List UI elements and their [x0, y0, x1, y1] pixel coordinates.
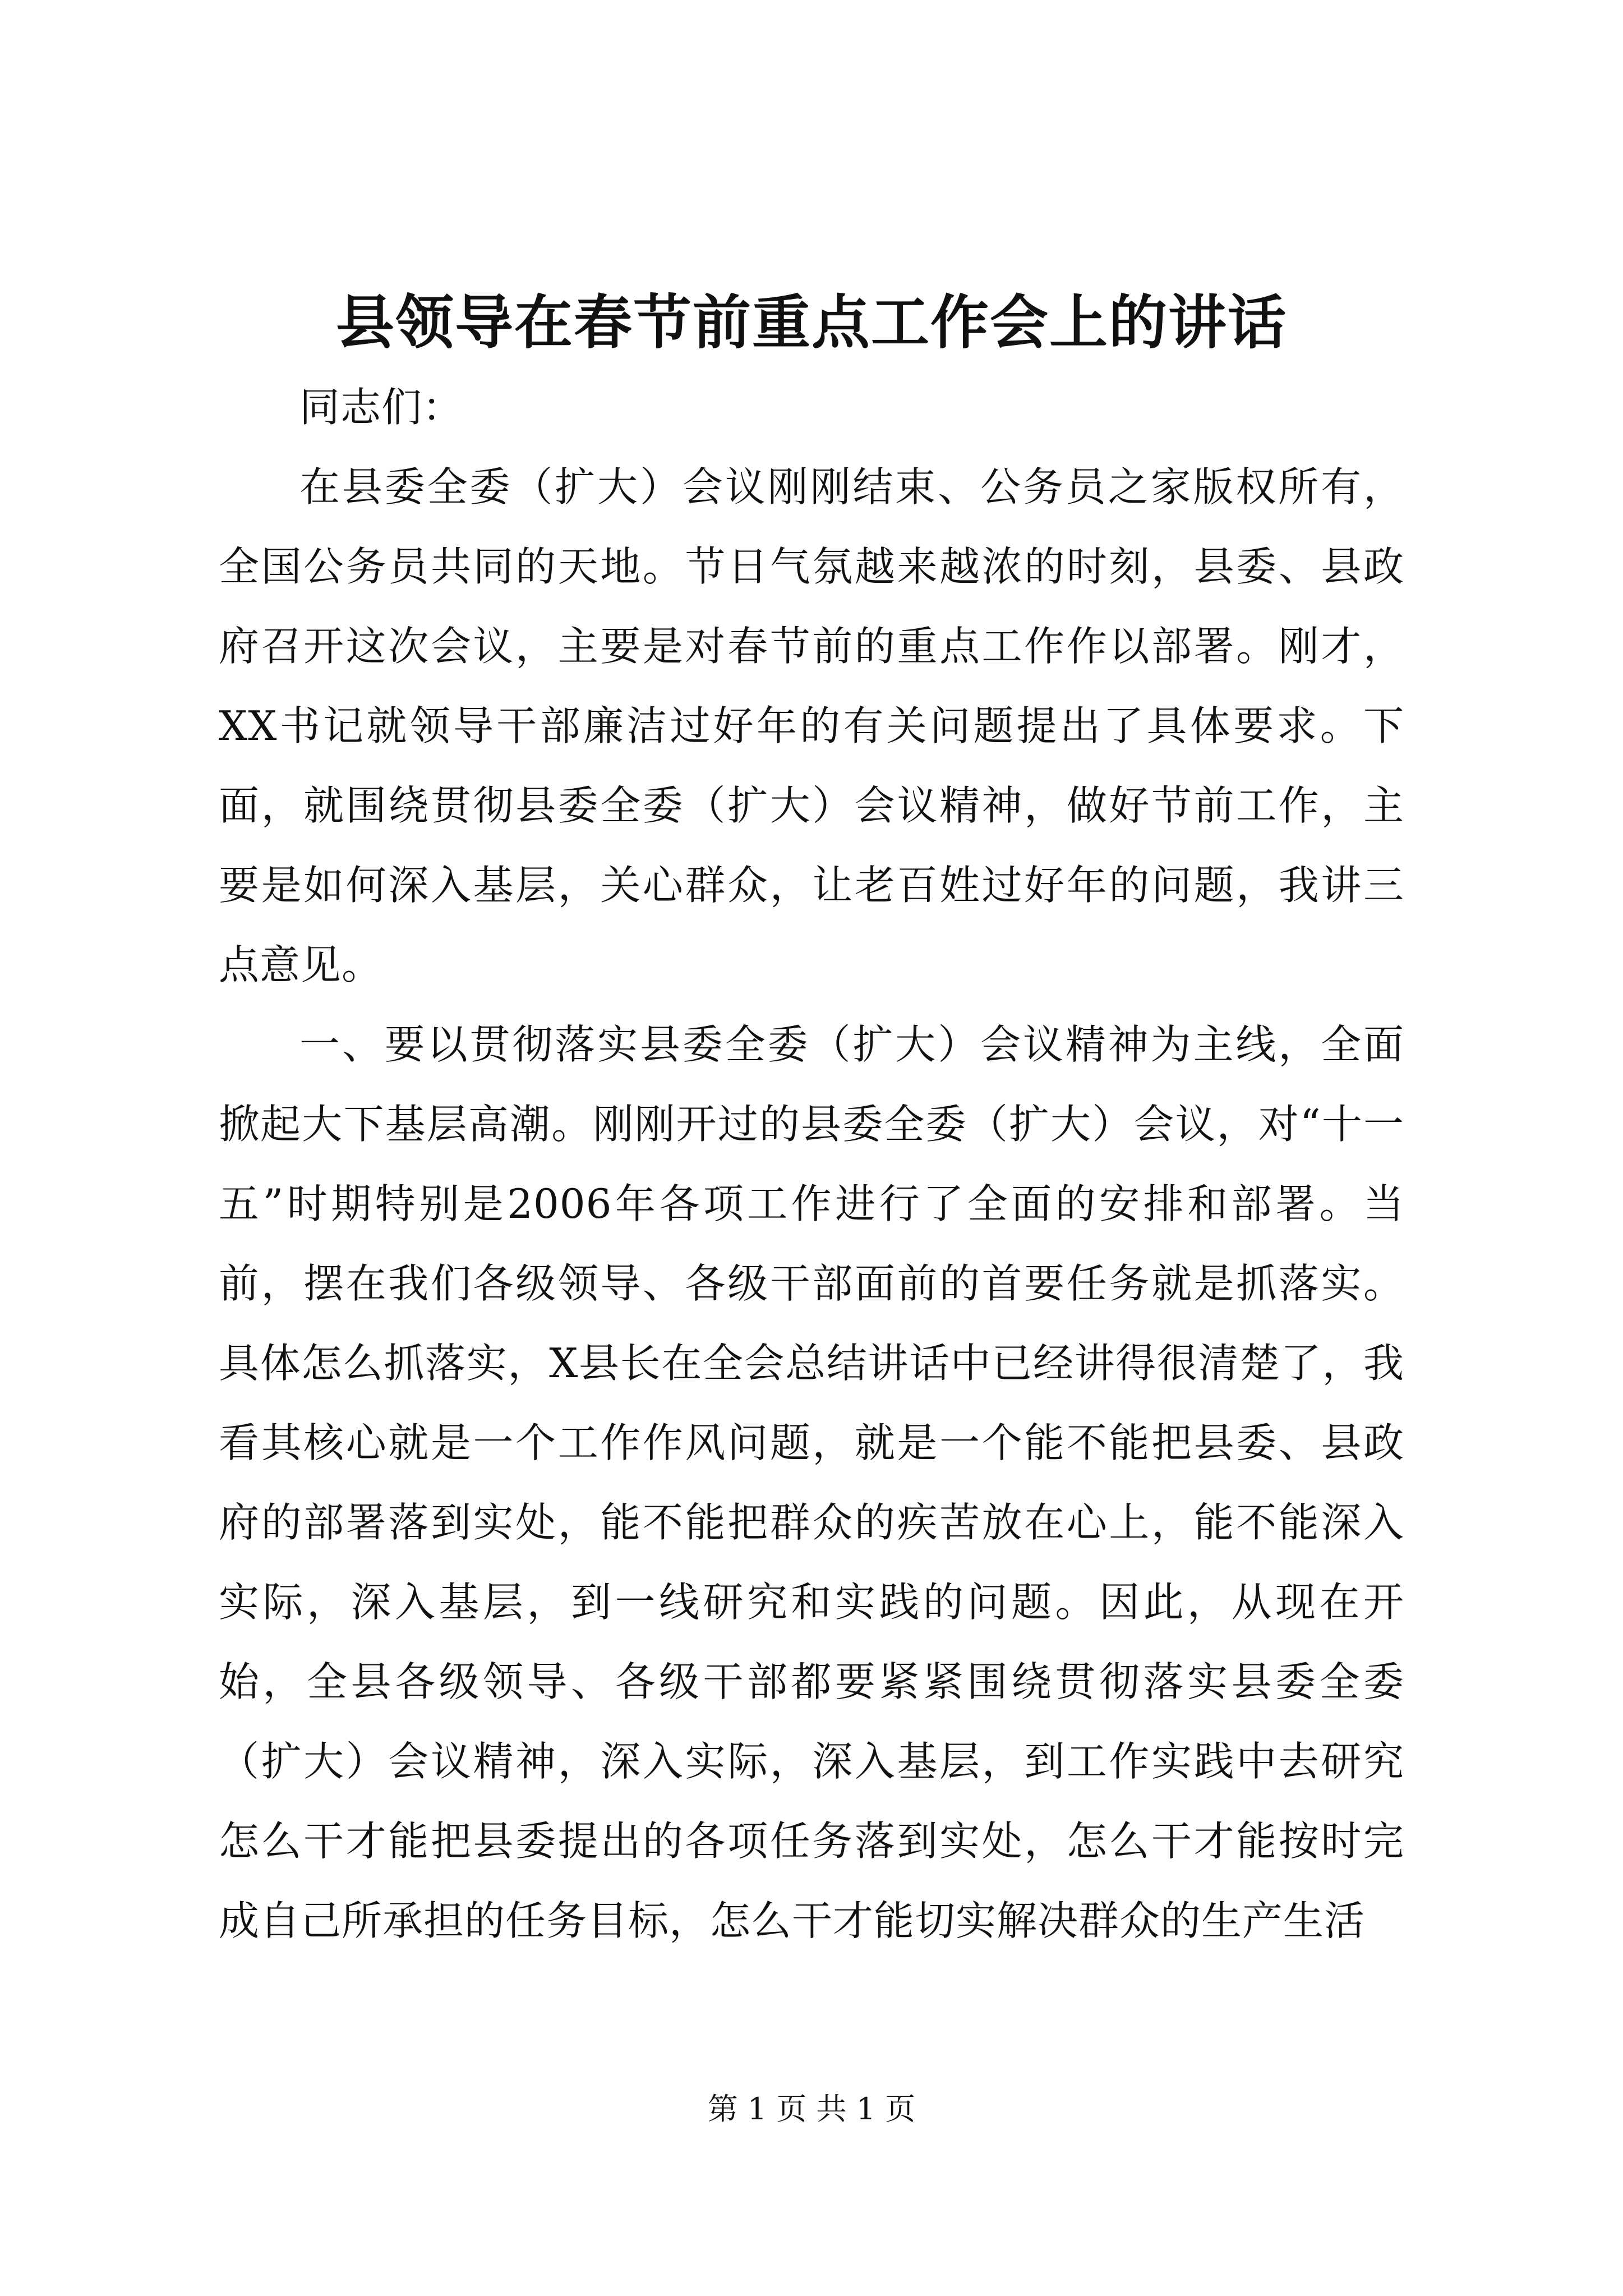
document-body — [219, 367, 1404, 1961]
page-footer: 第 1 页 共 1 页 — [707, 2091, 916, 2127]
document-title: 县领导在春节前重点工作会上的讲话 — [335, 288, 1287, 357]
salutation: 同志们： — [299, 384, 464, 431]
paragraph: 在县委全委（扩大）会议刚刚结束、公务员之家版权所有，全国公务员共同的天地。节日气氛越来越浓的时刻，县委、县政府召开这次会议，主要是对春节前的重点工作作以部署。刚才，XX书记就领导干部廉洁过好年的有关问题提出了具体要求。下面，就围绕贯彻县委全委（扩大）会议精神，做好节前工作，主要是如何深入基层，关心群众，让老百姓过好年的问题，我讲三点意见。 — [219, 463, 1404, 988]
paragraph: 一、要以贯彻落实县委全委（扩大）会议精神为主线，全面掀起大下基层高潮。刚刚开过的县委全委（扩大）会议，对“十一五”时期特别是2006年各项工作进行了全面的安排和部署。当前，摆在我们各级领导、各级干部面前的首要任务就是抓落实。具体怎么抓落实，X县长在全会总结讲话中已经讲得很清楚了，我看其核心就是一个工作作风问题，就是一个能不能把县委、县政府的部署落到实处，能不能把群众的疾苦放在心上，能不能深入实际，深入基层，到一线研究和实践的问题。因此，从现在开始，全县各级领导、各级干部都要紧紧围绕贯彻落实县委全委（扩大）会议精神，深入实际，深入基层，到工作实践中去研究怎么干才能把县委提出的各项任务落到实处，怎么干才能按时完成自己所承担的任务目标，怎么干才能切实解决群众的生产生活 — [219, 1021, 1404, 1944]
